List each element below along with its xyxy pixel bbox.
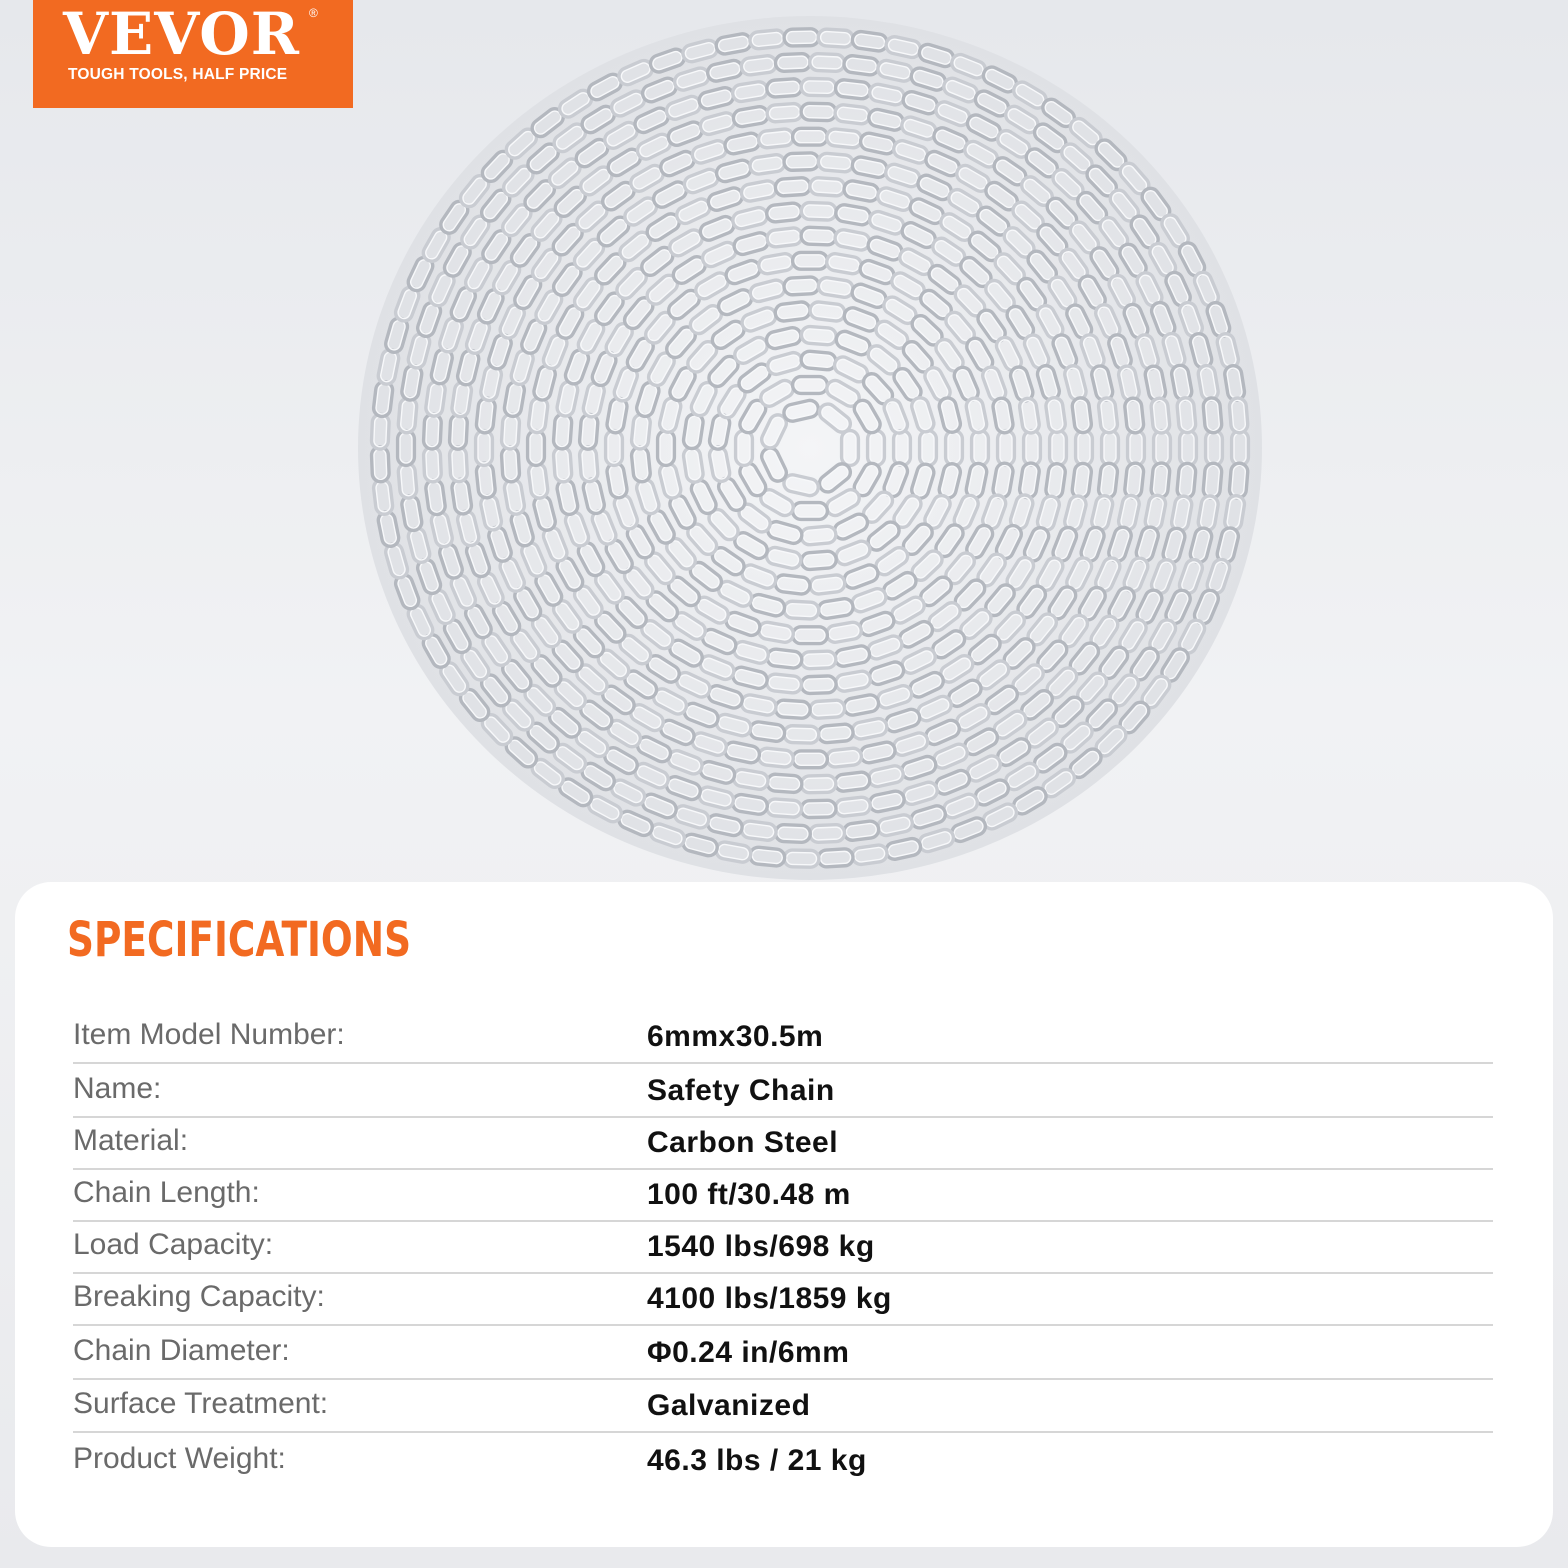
specifications-title: SPECIFICATIONS	[67, 912, 412, 968]
spec-value: Carbon Steel	[647, 1126, 839, 1159]
spec-value: Safety Chain	[647, 1074, 835, 1107]
spec-value: Galvanized	[647, 1389, 811, 1422]
spec-row	[73, 1118, 1493, 1170]
spec-label: Chain Length:	[73, 1176, 260, 1209]
spec-label: Product Weight:	[73, 1442, 286, 1475]
spec-label: Name:	[73, 1072, 162, 1105]
spec-value: 4100 lbs/1859 kg	[647, 1282, 892, 1315]
row-divider	[73, 1431, 1493, 1433]
coiled-chain-icon	[340, 0, 1280, 900]
spec-value: Φ0.24 in/6mm	[647, 1336, 850, 1369]
spec-label: Load Capacity:	[73, 1228, 274, 1261]
spec-label: Surface Treatment:	[73, 1387, 329, 1420]
row-divider	[73, 1324, 1493, 1326]
spec-row	[73, 1170, 1493, 1222]
spec-row	[73, 1436, 1493, 1488]
specifications-card	[15, 882, 1553, 1547]
registered-mark: ®	[309, 6, 318, 20]
spec-row	[73, 1066, 1493, 1118]
product-image	[340, 0, 1280, 900]
spec-row	[73, 1274, 1493, 1326]
spec-row	[73, 1012, 1493, 1064]
brand-name: VEVOR	[63, 0, 300, 68]
spec-label: Material:	[73, 1124, 189, 1157]
spec-label: Item Model Number:	[73, 1018, 345, 1051]
spec-row	[73, 1328, 1493, 1380]
row-divider	[73, 1062, 1493, 1064]
spec-value: 46.3 lbs / 21 kg	[647, 1444, 867, 1477]
spec-value: 100 ft/30.48 m	[647, 1178, 851, 1211]
brand-tagline: TOUGH TOOLS, HALF PRICE	[68, 66, 288, 83]
brand-logo	[33, 0, 353, 108]
spec-row	[73, 1381, 1493, 1433]
spec-value: 6mmx30.5m	[647, 1020, 824, 1053]
row-divider	[73, 1378, 1493, 1380]
spec-label: Chain Diameter:	[73, 1334, 290, 1367]
spec-value: 1540 lbs/698 kg	[647, 1230, 875, 1263]
spec-label: Breaking Capacity:	[73, 1280, 325, 1313]
spec-row	[73, 1222, 1493, 1274]
